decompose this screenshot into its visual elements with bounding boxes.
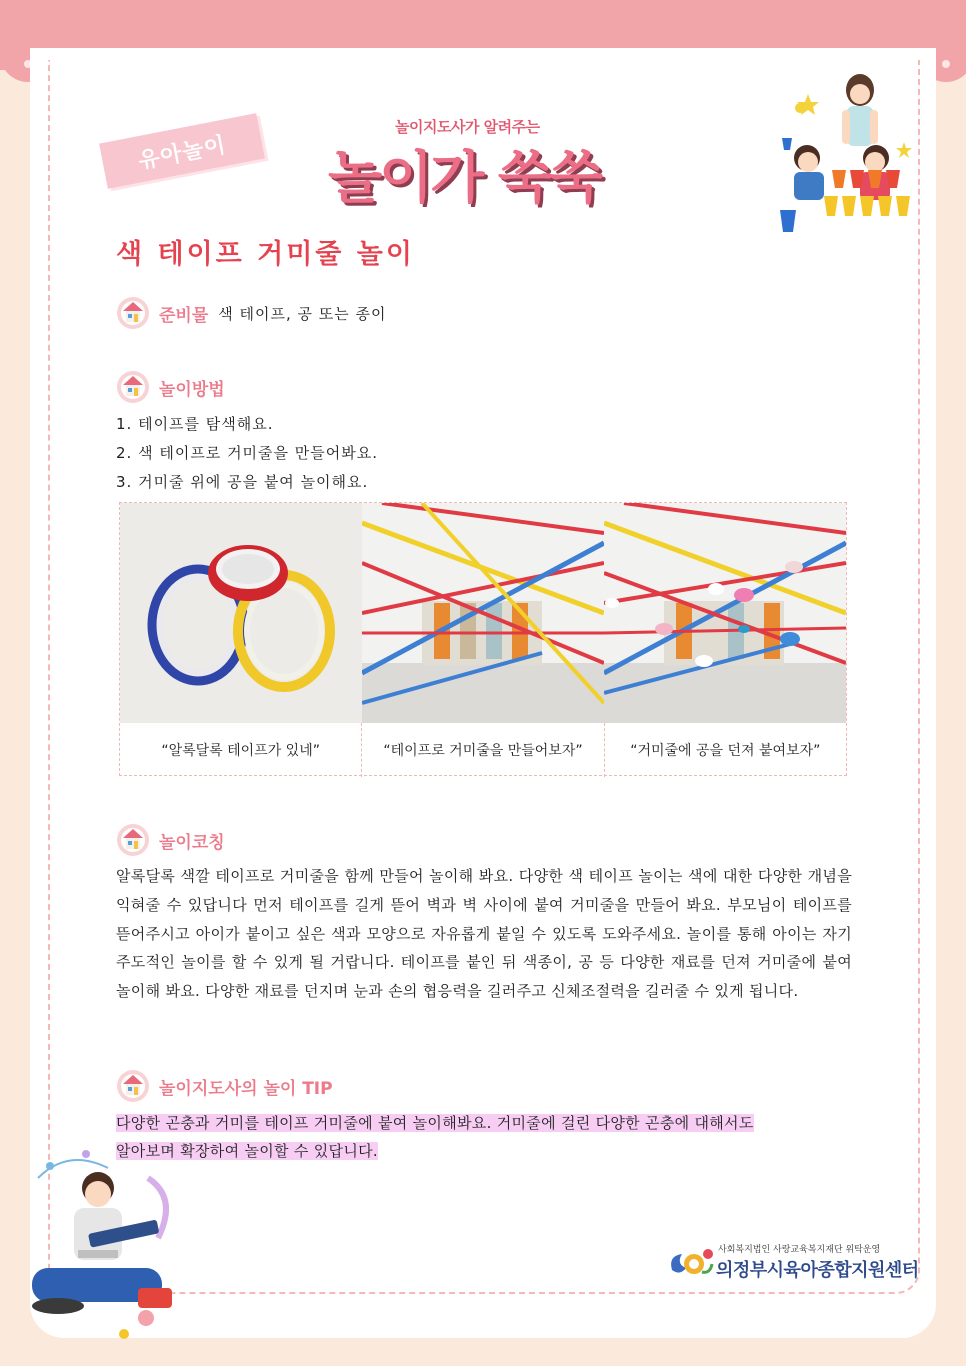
method-label: 놀이방법 (159, 379, 225, 400)
photo-caption: “테이프로 거미줄을 만들어보자” (362, 723, 604, 777)
coaching-label: 놀이코칭 (159, 832, 225, 853)
org-name: 의정부시육아종합지원센터 (716, 1260, 919, 1281)
center-logo-icon (666, 1244, 716, 1280)
method-step: 2. 색 테이프로 거미줄을 만들어봐요. (116, 444, 379, 462)
tip-line: 다양한 곤충과 거미를 테이프 거미줄에 붙여 놀이해봐요. 거미줄에 걸린 다양한 곤충에 대해서도 (116, 1114, 754, 1132)
photo-tape-web-with-balls (604, 503, 846, 723)
header-title: 놀이가 쑥쑥 (328, 146, 600, 211)
photo-tape-web-room (362, 503, 604, 723)
house-icon (116, 296, 150, 330)
tip-line: 알아보며 확장하여 놀이할 수 있답니다. (116, 1142, 378, 1160)
method-step: 1. 테이프를 탐색해요. (116, 415, 274, 433)
coaching-text: 알록달록 색깔 테이프로 거미줄을 함께 만들어 놀이해 봐요. 다양한 색 테이프 놀이는 색에 대한 다양한 개념을 익혀줄 수 있답니다 먼저 테이프를 길게 뜯어 벽과 벽 사이에 붙여 거미줄을 만들어 봐요. 부모님이 테이프를 뜯어주시고 아이가 붙이고 싶은 색과 모양으로 자유롭게 붙일 수 있도록 도와주세요. 놀이를 통해 아이는 자기 주도적인 놀이를 할 수 있게 될 거랍니다. 테이프를 붙인 뒤 색종이, 공 등 다양한 재료를 던져 거미줄에 붙여 놀이해 봐요. 다양한 재료를 던지며 눈과 손의 협응력을 길러주고 신체조절력을 길러줄 수 있게 됩니다. (116, 867, 852, 1001)
category-tag-label: 유아놀이 (136, 132, 229, 174)
photo-captions (120, 723, 846, 777)
header-subtitle: 놀이지도사가 알려주는 (395, 118, 540, 136)
method-section (116, 370, 225, 404)
photo-caption: “거미줄에 공을 던져 붙여보자” (630, 743, 821, 759)
organization-logo (666, 1238, 919, 1284)
method-step: 3. 거미줄 위에 공을 붙여 놀이해요. (116, 473, 369, 491)
house-icon (116, 370, 150, 404)
children-cup-stacking-illustration (772, 70, 922, 240)
coaching-section (116, 823, 225, 857)
photo-caption: “알록달록 테이프가 있네” (120, 723, 362, 777)
page-title: 색 테이프 거미줄 놀이 (116, 239, 415, 270)
tip-label: 놀이지도사의 놀이 TIP (159, 1078, 333, 1099)
house-icon (116, 823, 150, 857)
tip-text (116, 1109, 852, 1165)
house-icon (116, 1069, 150, 1103)
org-operator-text: 사회복지법인 사랑교육복지재단 위탁운영 (718, 1245, 881, 1255)
tip-section (116, 1069, 333, 1103)
materials-text: 색 테이프, 공 또는 종이 (218, 304, 387, 323)
boy-melodica-illustration (28, 1138, 198, 1342)
materials-section (116, 296, 387, 330)
method-steps (116, 410, 378, 497)
materials-label: 준비물 (159, 305, 209, 326)
photo-colored-tape-rolls (120, 503, 362, 723)
photo-table (119, 502, 847, 776)
